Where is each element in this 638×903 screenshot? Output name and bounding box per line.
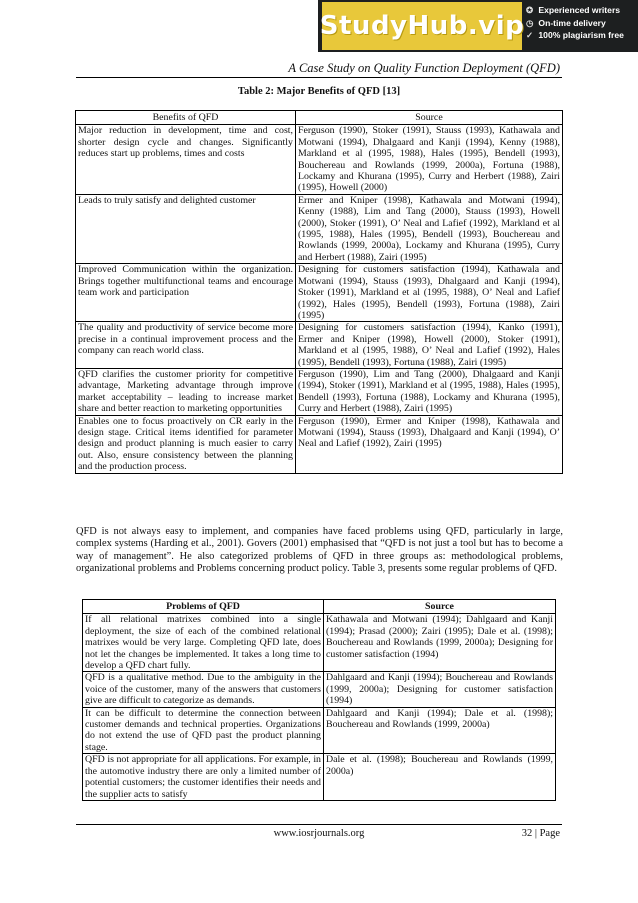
table-row <box>83 754 556 801</box>
table-row <box>76 415 563 473</box>
source-cell: Ermer and Kniper (1998), Kathawala and Motwani (1994), Kenny (1988), Lim and Tang (2000), Stauss (1993), Howell (2000), Stoker (1991), O’ Neal and Lafief (1992), Markland et al (1995, 1988), Hales (1995), Bendell (1993), Bouchereau and Rowlands (1999, 2000a), Lockamy and Khurana (1995), Curry and Herbert (1988), Zairi (1995) <box>296 194 563 263</box>
source-cell: Dale et al. (1998); Bouchereau and Rowlands (1999, 2000a) <box>324 754 556 801</box>
table-row <box>83 707 556 754</box>
table-row <box>76 194 563 263</box>
feature-experienced-writers: ✪ Experienced writers <box>526 5 621 15</box>
check-icon: ✓ <box>526 30 534 40</box>
clock-icon: ◷ <box>526 17 534 28</box>
problems-table <box>82 599 556 801</box>
benefit-cell: The quality and productivity of service become more precise in a continual improvement process and the company can reach world class. <box>76 322 296 369</box>
problem-cell: QFD is a qualitative method. Due to the ambiguity in the voice of the customer, many of the answers that customers give are difficult to categorize as demands. <box>83 672 324 707</box>
feature-plagiarism-free: ✓ 100% plagiarism free <box>526 30 624 40</box>
studyhub-logo: StudyHub.vip <box>322 2 522 50</box>
problem-cell: It can be difficult to determine the connection between customer demands and technical properties. Organizations do not extend the use of QFD past the product planning stage. <box>83 707 324 754</box>
table-row <box>76 125 563 194</box>
column-header: Problems of QFD <box>83 600 324 614</box>
source-cell: Kathawala and Motwani (1994); Dahlgaard and Kanji (1994); Prasad (2000); Zairi (1995); Dale et al. (1998); Bouchereau and Rowlands (1999, 2000a); Designing for customer satisfaction (1994) <box>324 614 556 672</box>
column-header: Source <box>324 600 556 614</box>
running-header: A Case Study on Quality Function Deployment (QFD) <box>288 61 560 75</box>
studyhub-banner[interactable] <box>318 0 638 52</box>
source-cell: Dahlgaard and Kanji (1994); Dale et al. (1998); Bouchereau and Rowlands (1999, 2000a) <box>324 707 556 754</box>
footer-url[interactable]: www.iosrjournals.org <box>273 828 365 839</box>
column-header: Benefits of QFD <box>76 111 296 125</box>
header-rule <box>76 77 562 78</box>
table-row <box>76 368 563 415</box>
benefit-cell: QFD clarifies the customer priority for competitive advantage, Marketing advantage through improve market acceptability – leading to increase market share and better reaction to marketing opportunities <box>76 368 296 415</box>
table2-title: Table 2: Major Benefits of QFD [13] <box>237 86 401 97</box>
table-header-row <box>83 600 556 614</box>
problem-cell: If all relational matrixes combined into a single deployment, the size of each of the combined relational matrixes would be very large. Completing QFD late, does not let the changes be implemented. It takes a long time to develop a QFD chart fully. <box>83 614 324 672</box>
source-cell: Dahlgaard and Kanji (1994); Bouchereau and Rowlands (1999, 2000a); Designing for customer satisfaction (1994) <box>324 672 556 707</box>
table-header-row <box>76 111 563 125</box>
body-paragraph: QFD is not always easy to implement, and companies have faced problems using QFD, particularly in large, complex systems (Harding et al., 2001). Govers (2001) emphasised that “QFD is not just a tool but has to become a way of management”. He also categorized problems of QFD in three groups as: methodological problems, organizational problems and Problems concerning product policy. Table 3, presents some regular problems of QFD. <box>76 526 563 575</box>
source-cell: Ferguson (1990), Lim and Tang (2000), Dhalgaard and Kanji (1994), Stoker (1991), Markland et al (1995, 1988), Hales (1995), Bendell (1993), Fortuna (1988), Lockamy and Khurana (1995), Curry and Herbert (1988), Zairi (1995) <box>296 368 563 415</box>
banner-features <box>526 4 624 42</box>
benefit-cell: Enables one to focus proactively on CR early in the design stage. Critical items identified for parameter design and product planning is much easier to carry out. Also, ensure consistency between the planning and the production process. <box>76 415 296 473</box>
source-cell: Ferguson (1990), Ermer and Kniper (1998), Kathawala and Motwani (1994), Stauss (1993), Dhalgaard and Kanji (1994), O’ Neal and Lafief (1992), Zairi (1995) <box>296 415 563 473</box>
column-header: Source <box>296 111 563 125</box>
feature-on-time-delivery: ◷ On-time delivery <box>526 17 606 28</box>
benefit-cell: Major reduction in development, time and cost, shorter design cycle and changes. Significantly reduces start up problems, times and costs <box>76 125 296 194</box>
source-cell: Designing for customers satisfaction (1994), Kathawala and Motwani (1994), Stauss (1993), Dhalgaard and Kanji (1994), Stoker (1991), Markland et al (1995, 1988), O’ Neal and Lafief (1992), Hales (1995), Bendell (1993), Fortuna (1988), Zairi (1995) <box>296 264 563 322</box>
footer-rule <box>76 824 562 825</box>
page-number: 32 | Page <box>521 828 560 839</box>
source-cell: Designing for customers satisfaction (1994), Kanko (1991), Ermer and Kniper (1998), Howell (2000), Stoker (1991), Markland et al (1995, 1988), O’ Neal and Lafief (1992), Hales (1995), Bendell (1993), Fortuna (1988), Zairi (1995) <box>296 322 563 369</box>
table-row <box>76 264 563 322</box>
source-cell: Ferguson (1990), Stoker (1991), Stauss (1993), Kathawala and Motwani (1994), Dhalgaard and Kanji (1994), Kenny (1988), Markland et al (1995, 1988), Hales (1995), Bendell (1993), Bouchereau and Rowlands (1999, 2000a), Fortuna (1988), Lockamy and Khurana (1995), Curry and Herbert (1988), Zairi (1995), Howell (2000) <box>296 125 563 194</box>
table-row <box>76 322 563 369</box>
benefits-table <box>75 110 563 474</box>
table-row <box>83 672 556 707</box>
table-row <box>83 614 556 672</box>
star-icon: ✪ <box>526 5 534 15</box>
problem-cell: QFD is not appropriate for all applications. For example, in the automotive industry there are only a limited number of potential customers; the customer identifies their needs and the supplier acts to satisfy <box>83 754 324 801</box>
benefit-cell: Improved Communication within the organization. Brings together multifunctional teams and encourage team work and participation <box>76 264 296 322</box>
benefit-cell: Leads to truly satisfy and delighted customer <box>76 194 296 263</box>
